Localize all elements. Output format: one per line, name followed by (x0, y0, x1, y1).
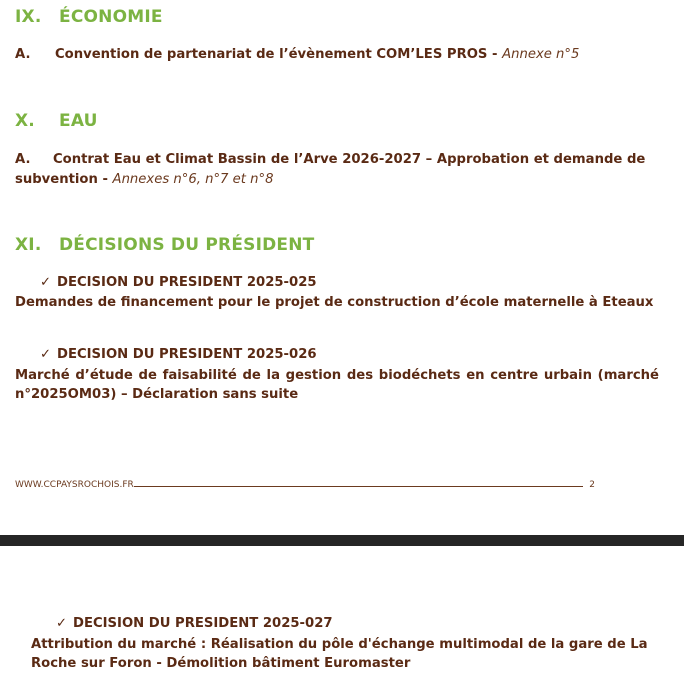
section-number: X. (15, 111, 35, 131)
footer-rule (134, 485, 584, 487)
decision-title: DECISION DU PRESIDENT 2025-027 (73, 616, 333, 631)
decision-title: DECISION DU PRESIDENT 2025-026 (57, 347, 317, 362)
decision-desc-026: Marché d’étude de faisabilité de la gestion des biodéchets en centre urbain (marché n°2025OM03) – Déclaration sans suite (15, 368, 659, 402)
checkmark-icon: ✓ (40, 275, 52, 290)
footer-website: WWW.CCPAYSROCHOIS.FR (15, 480, 134, 490)
decision-desc-025: Demandes de financement pour le projet de construction d’école maternelle à Eteaux (15, 295, 654, 310)
section-title: EAU (59, 111, 98, 131)
section-heading-decisions (15, 235, 314, 255)
decision-desc-027: Attribution du marché : Réalisation du pôle d'échange multimodal de la gare de La Roche sur Foron - Démolition bâtiment Euromaster (31, 637, 648, 671)
checkmark-icon: ✓ (40, 347, 52, 362)
decision-title-025 (40, 273, 317, 293)
section-number: XI. (15, 235, 42, 255)
agenda-item-contrat-eau (15, 150, 659, 190)
decision-title: DECISION DU PRESIDENT 2025-025 (57, 275, 317, 290)
decision-title-026 (40, 345, 317, 365)
agenda-item-convention (15, 45, 659, 65)
section-heading-economie (15, 7, 163, 27)
item-text: Convention de partenariat de l’évènement COM’LES PROS - (55, 47, 503, 62)
page-separator (0, 535, 684, 546)
section-number: IX. (15, 7, 42, 27)
section-title: ÉCONOMIE (59, 7, 163, 27)
decision-title-027 (56, 614, 333, 634)
item-text: Contrat Eau et Climat Bassin de l’Arve 2026-2027 – Approbation et demande de subvention - (15, 152, 646, 187)
checkmark-icon: ✓ (56, 616, 68, 631)
item-letter: A. (15, 152, 31, 167)
item-annex: Annexe n°5 (502, 47, 580, 62)
page-footer (15, 480, 595, 490)
item-letter: A. (15, 47, 31, 62)
section-heading-eau (15, 111, 98, 131)
section-title: DÉCISIONS DU PRÉSIDENT (59, 235, 315, 255)
page-number: 2 (589, 480, 595, 490)
item-annex: Annexes n°6, n°7 et n°8 (112, 172, 274, 187)
